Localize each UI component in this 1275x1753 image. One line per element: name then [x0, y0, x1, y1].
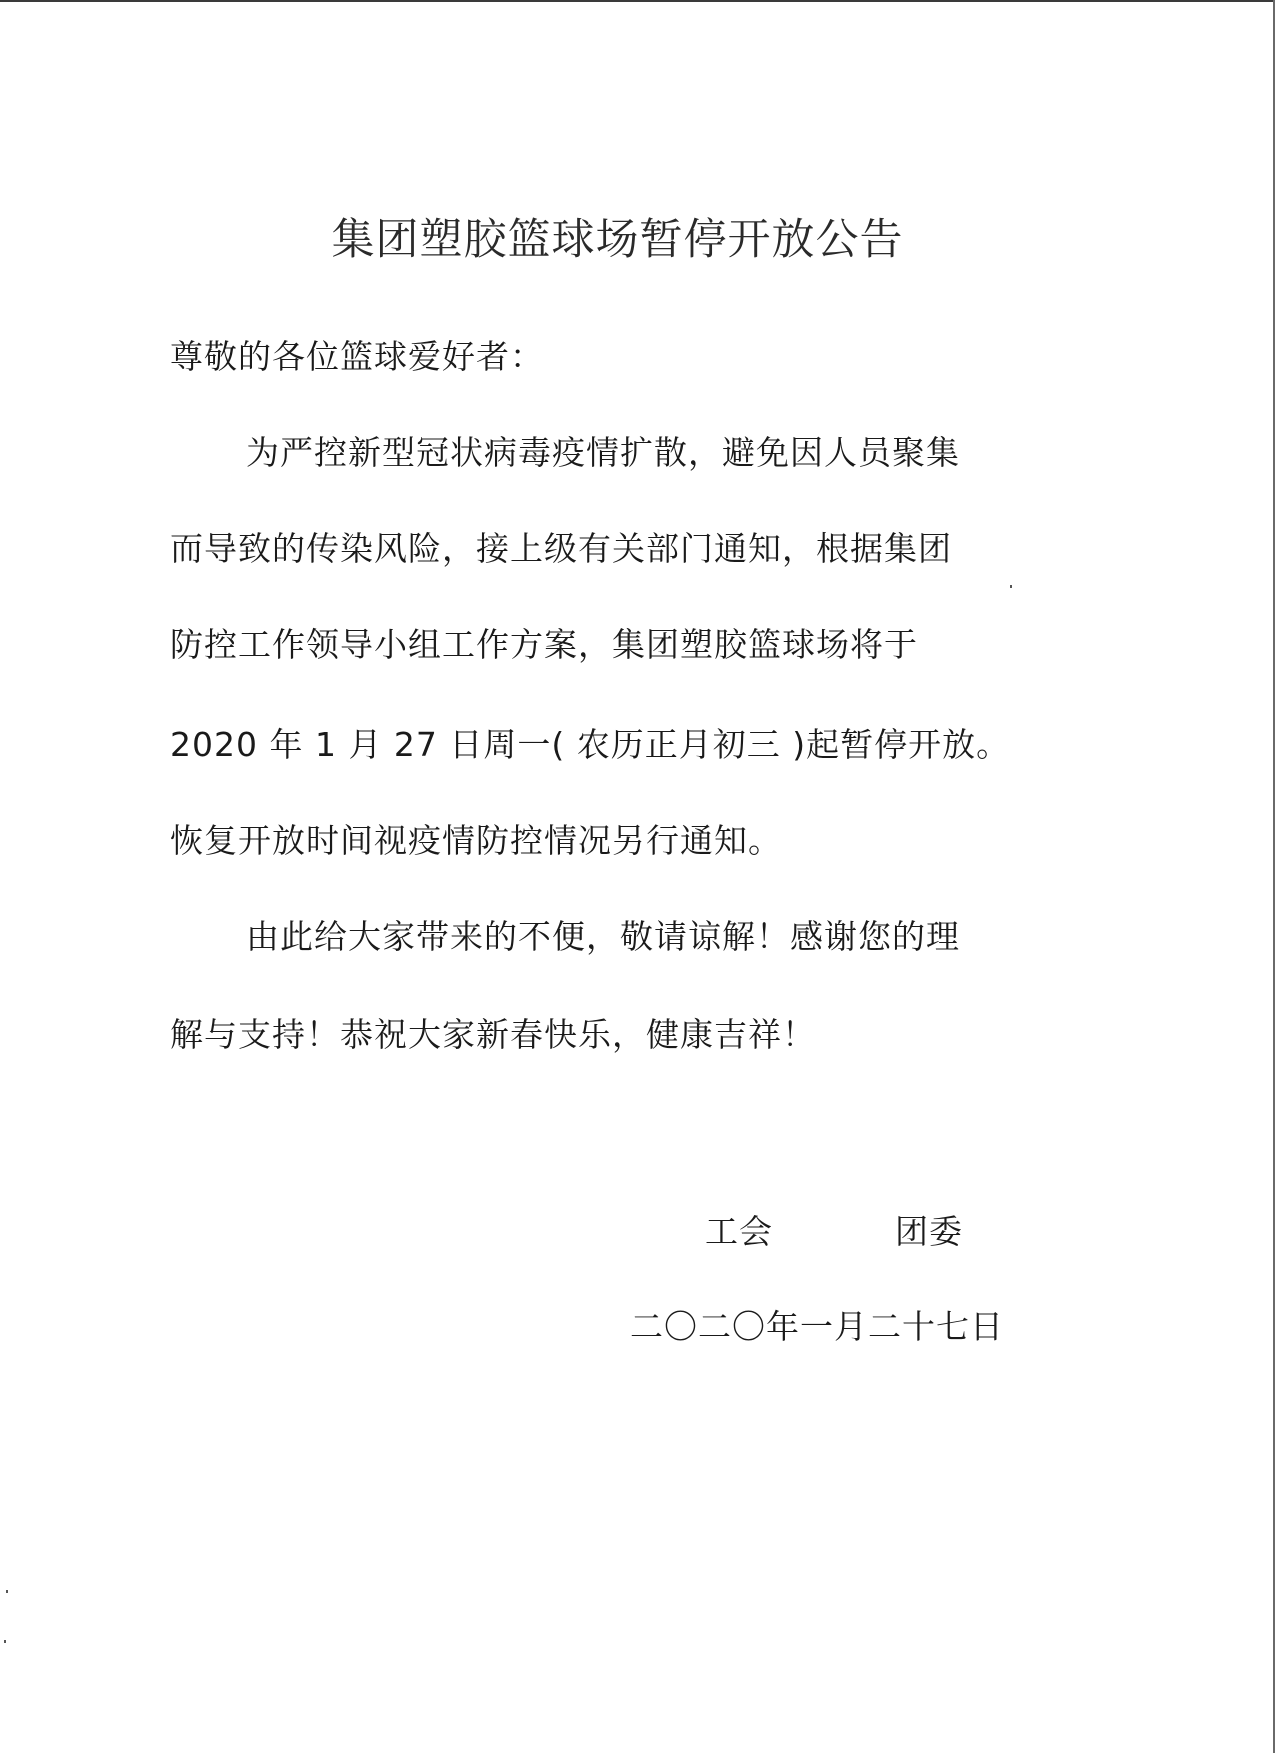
closing-line-1: 由此给大家带来的不便，敬请谅解！感谢您的理 — [246, 917, 960, 956]
notice-date: 二〇二〇年一月二十七日 — [630, 1307, 1004, 1346]
body-line-3: 防控工作领导小组工作方案，集团塑胶篮球场将于 — [170, 625, 918, 664]
body-line-4: 2020 年 1 月 27 日周一( 农历正月初三 )起暂停开放。 — [170, 725, 1011, 764]
scan-speck — [6, 1590, 8, 1593]
body-line-2: 而导致的传染风险，接上级有关部门通知，根据集团 — [170, 529, 952, 568]
body-line-5: 恢复开放时间视疫情防控情况另行通知。 — [170, 821, 782, 860]
scan-speck — [4, 1640, 6, 1643]
body-line-1: 为严控新型冠状病毒疫情扩散，避免因人员聚集 — [246, 433, 960, 472]
closing-line-2: 解与支持！恭祝大家新春快乐，健康吉祥！ — [170, 1015, 816, 1054]
signatory-youth-league: 团委 — [895, 1212, 963, 1251]
scan-edge-top — [0, 0, 1275, 2]
scan-speck — [1010, 585, 1012, 588]
salutation: 尊敬的各位篮球爱好者： — [170, 337, 544, 376]
signatory-union: 工会 — [705, 1212, 773, 1251]
notice-title: 集团塑胶篮球场暂停开放公告 — [331, 215, 904, 265]
